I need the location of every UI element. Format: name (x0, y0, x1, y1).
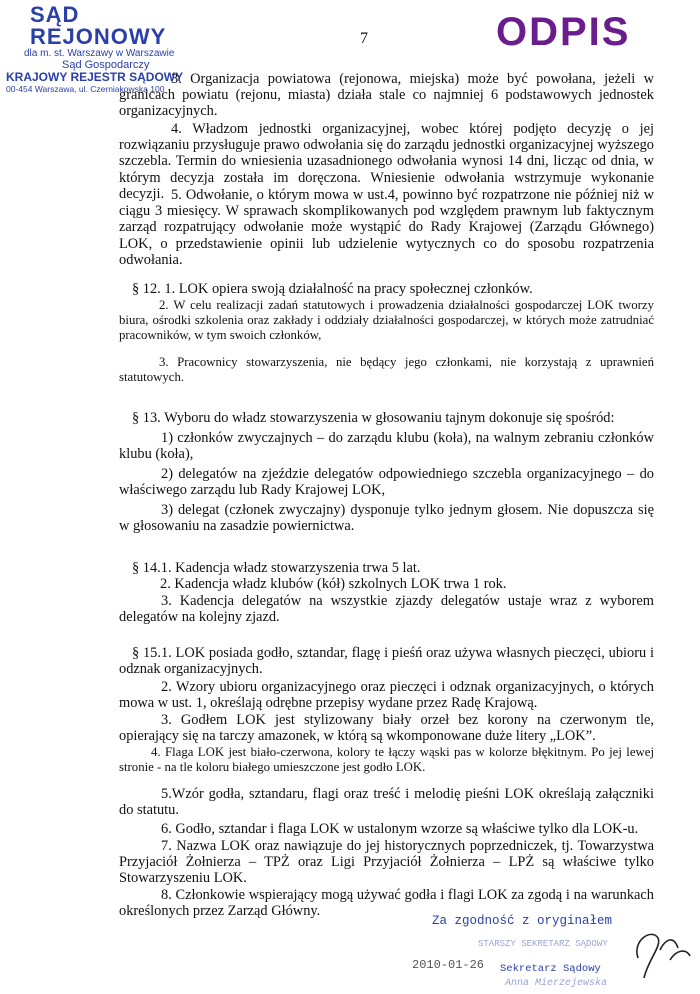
section-15-4: 4. Flaga LOK jest biało-czerwona, kolory te łączy wąski pas w kolorze błękitnym. Po jej lewej stronie - na tle koloru białego umieszczone jest godło LOK. (119, 745, 654, 774)
stamp-line-1: SĄD REJONOWY (30, 2, 167, 49)
section-12-2: 2. W celu realizacji zadań statutowych i prowadzenia działalności gospodarczej LOK tworzy biura, ośrodki szkolenia oraz zakłady i oddziały działalności gospodarczej, w których może zatrudniać pracowników, w tym swoich członków, (119, 298, 654, 342)
stamp-line-4: KRAJOWY REJESTR SĄDOWY (6, 70, 184, 84)
section-15-3: 3. Godłem LOK jest stylizowany biały orzeł bez korony na czerwonym tle, opierający się na tarczy amazonek, w którą są wkomponowane duże litery „LOK”. (119, 712, 654, 745)
section-15-1: § 15.1. LOK posiada godło, sztandar, flagę i pieśń oraz używa własnych pieczęci, ubioru i odznak organizacyjnych. (119, 645, 654, 678)
page-number: 7 (360, 30, 368, 47)
section-12-1: § 12. 1. LOK opiera swoją działalność na pracy społecznej członków. (132, 281, 533, 297)
section-14-1: § 14.1. Kadencja władz stowarzyszenia trwa 5 lat. (132, 560, 421, 576)
paragraph-5: 5. Odwołanie, o którym mowa w ust.4, powinno być rozpatrzone nie później niż w ciągu 3 miesięcy. W sprawach skomplikowanych pod względem prawnym lub faktycznym zarząd rozpatrujący odwołanie może wystąpić do Rady Krajowej (Zarządu Głównego) LOK, o przedstawienie opinii lub udzielenie wytycznych co do sposobu rozpatrzenia odwołania. (119, 187, 654, 268)
section-15-7: 7. Nazwa LOK oraz nawiązuje do jej historycznych poprzedniczek, tj. Towarzystwa Przyjaciół Żołnierza – TPŻ oraz Ligi Przyjaciół Żołnierza – LPŻ są właściwe tylko Stowarzyszeniu LOK. (119, 838, 654, 887)
section-12-3: 3. Pracownicy stowarzyszenia, nie będący jego członkami, nie korzystają z uprawnień statutowych. (119, 355, 654, 384)
section-15-2: 2. Wzory ubioru organizacyjnego oraz pieczęci i odznak organizacyjnych, o których mowa w ust. 1, określają odrębne przepisy wydane przez Radę Krajową. (119, 679, 654, 712)
certification-line-2: STARSZY SEKRETARZ SĄDOWY (478, 939, 608, 949)
section-13-item-3: 3) delegat (członek zwyczajny) dysponuje tylko jednym głosem. Nie dopuszcza się w głosowaniu na zasadzie powiernictwa. (119, 502, 654, 535)
section-15-8: 8. Członkowie wspierający mogą używać godła i flagi LOK za zgodą i na warunkach określonych przez Zarząd Główny. (119, 887, 654, 920)
certification-date: 2010-01-26 (412, 958, 485, 972)
paragraph-4: 4. Władzom jednostki organizacyjnej, wobec której podjęto decyzję o jej rozwiązaniu przysługuje prawo odwołania się do zarządu jednostki organizacyjnej wyższego szczebla. Termin do wniesienia uzasadnionego odwołania wynosi 14 dni, licząc od dnia, w którym decyzja została im doręczona. Wniesienie odwołania wstrzymuje wykonanie decyzji. (119, 121, 654, 202)
certification-line-1: Za zgodność z oryginałem (432, 914, 613, 928)
stamp-line-2: dla m. st. Warszawy w Warszawie (24, 48, 175, 59)
stamp-line-5: 00-454 Warszawa, ul. Czerniakowska 100 (6, 84, 165, 94)
handwritten-signature (630, 920, 692, 980)
section-14-2: 2. Kadencja władz klubów (kół) szkolnych LOK trwa 1 rok. (160, 576, 507, 592)
section-13-item-1: 1) członków zwyczajnych – do zarządu klubu (koła), na walnym zebraniu członków klubu (koła), (119, 430, 654, 463)
odpis-stamp: ODPIS (496, 10, 631, 54)
certification-line-4: Anna Mierzejewska (505, 978, 608, 989)
paragraph-3: 3. Organizacja powiatowa (rejonowa, miejska) może być powołana, jeżeli w granicach powiatu (rejonu, miasta) działa stale co najmniej 6 podstawowych jednostek organizacyjnych. (119, 71, 654, 120)
section-14-3: 3. Kadencja delegatów na wszystkie zjazdy delegatów ustaje wraz z wyborem delegatów na kolejny zjazd. (119, 593, 654, 626)
certification-line-3: Sekretarz Sądowy (500, 963, 601, 975)
section-13-item-2: 2) delegatów na zjeździe delegatów odpowiedniego szczebla organizacyjnego – do właściwego zarządu lub Rady Krajowej LOK, (119, 466, 654, 499)
stamp-line-3: Sąd Gospodarczy (62, 59, 150, 71)
section-15-5: 5.Wzór godła, sztandaru, flagi oraz treść i melodię pieśni LOK określają załączniki do statutu. (119, 786, 654, 819)
section-15-6: 6. Godło, sztandar i flaga LOK w ustalonym wzorze są właściwe tylko dla LOK-u. (161, 821, 639, 837)
section-13-intro: § 13. Wyboru do władz stowarzyszenia w głosowaniu tajnym dokonuje się spośród: (132, 410, 615, 426)
